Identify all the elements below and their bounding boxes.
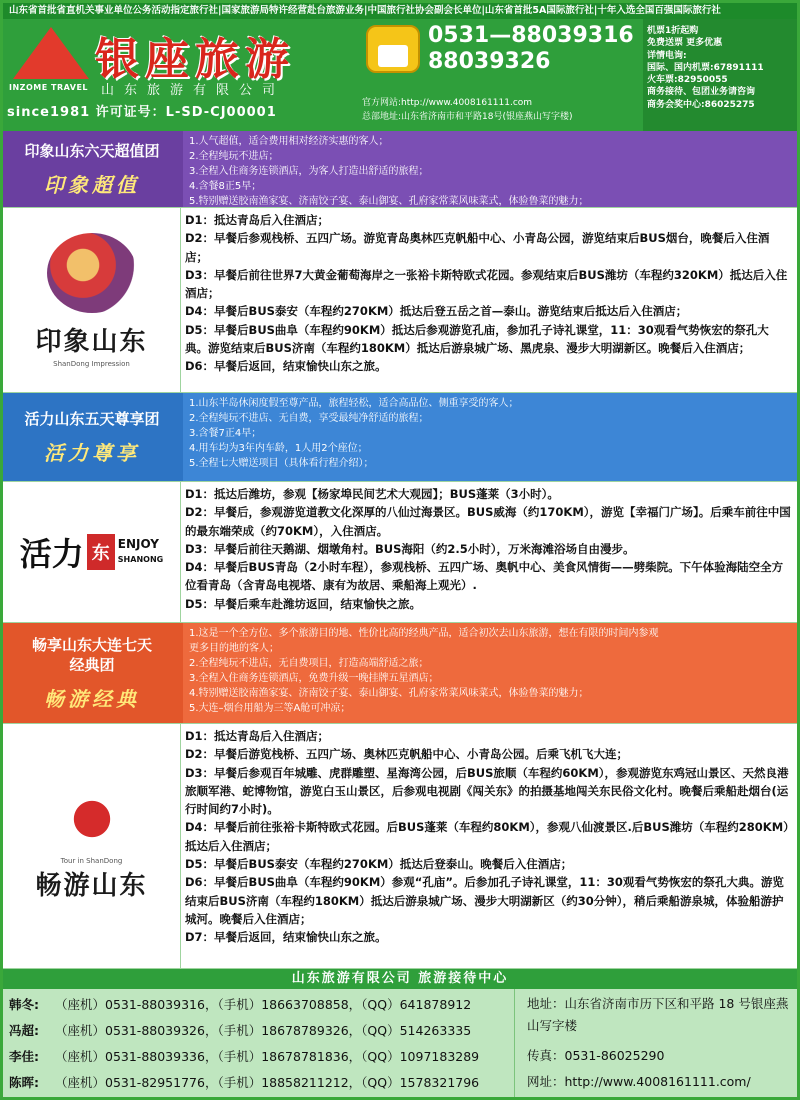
- section-2-title-area: [3, 393, 181, 481]
- section-2-title-band: [3, 393, 797, 481]
- benefit-item: 国际、国内机票:67891111: [647, 62, 764, 73]
- section-3-days: [185, 727, 791, 947]
- phone-number-1[interactable]: 0531—88039316: [428, 23, 634, 48]
- feature-item: 2.全程纯玩不进店；: [189, 151, 279, 162]
- section-1-brush-title: 印象超值: [44, 172, 140, 197]
- section-1-title-band: [3, 131, 797, 207]
- company-info: [523, 989, 797, 1097]
- section-2-itinerary: [3, 481, 797, 623]
- section-3-art-text: 畅游山东: [35, 870, 148, 901]
- brand-subtitle: 山东旅游有限公司: [101, 83, 286, 98]
- benefit-item: 火车票:82950055: [647, 75, 728, 86]
- section-3-title-area: [3, 623, 181, 723]
- feature-item: 4.特别赠送胶南渔家宴、济南饺子宴、泰山御宴、孔府家常菜风味菜式，体验鲁菜的魅力；: [189, 688, 589, 699]
- section-1-title-area: [3, 131, 181, 207]
- feature-item: 1.这是一个全方位、多个旅游目的地、性价比高的经典产品，适合初次去山东旅游，想在有限的时间内参观: [189, 628, 659, 639]
- day-item: D2：早餐后，参观游览道教文化深厚的八仙过海景区。BUS威海（约170KM），游览【幸福门广场】。后乘车前往中国的最东端荣成（约70KM），入住酒店。: [185, 505, 791, 538]
- day-item: D3：早餐后前往世界7大黄金葡萄海岸之一张裕卡斯特欧式花园。参观结束后BUS潍坊（车程约320KM）抵达后入住酒店；: [185, 267, 788, 301]
- section-1-art-text: 印象山东: [35, 326, 148, 357]
- contact-detail[interactable]: （座机）0531-88039336，（手机）18678781836，（QQ）1097183289: [55, 1049, 480, 1064]
- section-2-art-box: 东: [87, 534, 115, 570]
- logo-triangle-icon: [13, 27, 89, 79]
- contact-detail[interactable]: （座机）0531-82951776，（手机）18858211212，（QQ）1578321796: [55, 1075, 480, 1090]
- feature-item: 4.用车均为3年内车龄，1人用2个座位；: [189, 443, 368, 454]
- section-2-art-en-2: SHANONG: [117, 555, 164, 564]
- section-2-art-en: [118, 537, 163, 567]
- day-item: D4：早餐后BUS青岛（2小时车程），参观栈桥、五四广场、奥帆中心、美食风情街——劈柴院。下午体验海陆空全方位看青岛（含青岛电视塔、康有为故居、乘船海上观光）.: [185, 560, 784, 593]
- section-1-features: [183, 131, 797, 207]
- feature-item: 5.大连–烟台用船为三等A舱可冲凉；: [189, 703, 351, 714]
- day-item: D1：抵达后潍坊，参观【杨家埠民间艺术大观园】；BUS蓬莱（3小时）。: [185, 487, 559, 501]
- section-1-days: [185, 211, 791, 376]
- phone-area: [358, 19, 638, 131]
- header: [3, 3, 797, 131]
- benefit-item: 免费送票 更多优惠: [647, 38, 723, 49]
- feature-item: 4.含餐8正5早；: [189, 181, 262, 192]
- logo-area: [3, 19, 358, 131]
- company-fax: 传真：0531-86025290: [527, 1048, 665, 1063]
- contact-row: [9, 1018, 508, 1044]
- contact-name: 冯超:: [9, 1023, 39, 1038]
- company-address: 地址：山东省济南市历下区和平路 18 号银座燕山写字楼: [527, 996, 789, 1033]
- day-item: D4：早餐后BUS泰安（车程约270KM）抵达后登五岳之首—泰山。游览结束后抵达后入住酒店；: [185, 304, 688, 319]
- feature-item: 5.全程七大赠送项目（具体看行程介绍）；: [189, 458, 374, 469]
- feature-item: 1.山东半岛休闲度假至尊产品，旅程轻松，适合高品位、侧重享受的客人；: [189, 398, 519, 409]
- feature-item: 3.含餐7正4早；: [189, 428, 262, 439]
- day-item: D1：抵达青岛后入住酒店；: [185, 213, 330, 227]
- section-1-itinerary: [3, 207, 797, 393]
- section-3-brush-title: 畅游经典: [44, 686, 140, 711]
- logo-english: INZOME TRAVEL: [9, 83, 89, 92]
- license-number: since1981 许可证号：L-SD-CJ00001: [7, 105, 277, 120]
- section-2-art-en-1: ENJOY: [117, 537, 159, 551]
- benefits-list: [643, 19, 797, 131]
- phone-number-2[interactable]: 88039326: [428, 49, 551, 74]
- day-item: D5：早餐后乘车赴潍坊返回，结束愉快之旅。: [185, 596, 422, 611]
- feature-item: 3.全程入住商务连锁酒店，为客人打造出舒适的旅程；: [189, 166, 429, 177]
- contact-row: [9, 1070, 508, 1096]
- footer-contacts: [3, 989, 797, 1097]
- header-topline: 山东省首批省直机关事业单位公务活动指定旅行社|国家旅游局特许经营赴台旅游业务|中国旅行社协会副会长单位|山东省首批5A国际旅行社|十年入选全国百强国际旅行社: [3, 3, 797, 19]
- website-line[interactable]: 官方网站:http://www.4008161111.com: [362, 98, 533, 108]
- feature-item: 2.全程纯玩不进店、无自费，享受最纯净舒适的旅程；: [189, 413, 429, 424]
- day-item: D3：早餐后前往天鹅湖、烟墩角村。BUS海阳（约2.5小时），万米海滩浴场自由漫步。: [185, 541, 635, 556]
- section-2-features: [183, 393, 797, 481]
- section-2-brush-title: 活力尊享: [44, 440, 140, 465]
- benefit-item: 机票1折起购: [647, 26, 699, 36]
- contact-row: [9, 1044, 508, 1070]
- feature-item: 3.全程入住商务连锁酒店，免费升级一晚挂牌五星酒店；: [189, 673, 439, 684]
- section-3-title-band: [3, 623, 797, 723]
- section-3-itinerary: [3, 723, 797, 969]
- brand-name: 银座旅游: [95, 34, 295, 85]
- day-item: D2：早餐后游览栈桥、五四广场、奥林匹克帆船中心、小青岛公园。后乘飞机飞大连；: [185, 747, 629, 762]
- benefit-item: 详情电询:: [647, 50, 687, 61]
- day-item: D3：早餐后参观百年城雕、虎群雕塑、星海湾公园，后BUS旅顺（车程约60KM），参观游览东鸡冠山景区、天然良港旅顺军港、蛇博物馆，游览白玉山景区，后参观电视剧《闯关东》的拍摄基地闯关东民俗文化村。晚餐后乘船赴烟台(运行时间约7小时)。: [185, 765, 789, 817]
- section-3-title: 畅享山东大连七天经典团: [31, 635, 152, 674]
- day-item: D2：早餐后参观栈桥、五四广场。游览青岛奥林匹克帆船中心、小青岛公园，游览结束后BUS烟台，晚餐后入住酒店；: [185, 231, 770, 264]
- contact-detail[interactable]: （座机）0531-88039316，（手机）18663708858，（QQ）641878912: [55, 997, 472, 1012]
- section-3-art-subtext: Tour in ShanDong: [60, 856, 123, 865]
- section-3-features: [183, 623, 797, 723]
- feature-item: 5.特别赠送胶南渔家宴、济南饺子宴、泰山御宴、孔府家常菜风味菜式，体验鲁菜的魅力；: [189, 196, 589, 207]
- section-2-art-big: 活力: [19, 535, 84, 573]
- section-2-title: 活力山东五天尊享团: [24, 409, 160, 428]
- feature-item: 更多目的地的客人；: [189, 643, 279, 654]
- section-2-artwork: [3, 482, 181, 622]
- telephone-icon: [366, 25, 420, 73]
- brush-stroke-icon: [57, 791, 127, 847]
- day-item: D5：早餐后BUS曲阜（车程约90KM）抵达后参观游览孔庙，参加孔子诗礼课堂，11：30观看气势恢宏的祭孔大典。游览结束后BUS济南（车程约180KM）抵达后游泉城广场、黑虎泉、漫步大明湖新区。晚餐后入住酒店；: [185, 322, 769, 356]
- address-line: 总部地址:山东省济南市和平路18号(银座燕山写字楼): [362, 112, 573, 122]
- feature-item: 1.人气超值，适合费用相对经济实惠的客人；: [189, 136, 389, 147]
- benefit-item: 商务接待、包团业务请咨询: [647, 87, 756, 98]
- contact-name: 陈晖:: [9, 1075, 39, 1090]
- section-1-art-subtext: ShanDong Impression: [53, 359, 130, 368]
- day-item: D7：早餐后返回，结束愉快山东之旅。: [185, 930, 387, 945]
- section-2-days: [185, 485, 791, 613]
- section-1-artwork: [3, 208, 181, 392]
- contact-name: 李佳:: [9, 1049, 39, 1064]
- section-1-title: 印象山东六天超值团: [24, 141, 160, 160]
- day-item: D6：早餐后返回，结束愉快山东之旅。: [185, 359, 387, 374]
- contact-name: 韩冬:: [9, 997, 39, 1012]
- section-3-artwork: [3, 724, 181, 968]
- day-item: D6：早餐后BUS曲阜（车程约90KM）参观“孔庙”。后参加孔子诗礼课堂，11：30观看气势恢宏的祭孔大典。游览结束后BUS济南（车程约180KM）抵达后游泉城广场、漫步大明湖新区（约30分钟），稍后乘船游泉城，体验船游护城河。晚餐后入住酒店；: [185, 875, 784, 926]
- contact-detail[interactable]: （座机）0531-88039326，（手机）18678789326，（QQ）514263335: [55, 1023, 472, 1038]
- contact-row: [9, 992, 508, 1018]
- feature-item: 2.全程纯玩不进店，无自费项目，打造高端舒适之旅；: [189, 658, 429, 669]
- benefit-item: 商务会奖中心:86025275: [647, 99, 755, 110]
- day-item: D5：早餐后BUS泰安（车程约270KM）抵达后登泰山。晚餐后入住酒店；: [185, 857, 573, 872]
- contact-list: [3, 989, 515, 1097]
- day-item: D1：抵达青岛后入住酒店；: [185, 729, 330, 743]
- day-item: D4：早餐后前往张裕卡斯特欧式花园。后BUS蓬莱（车程约80KM），参观八仙渡景区.后BUS潍坊（车程约280KM）抵达后入住酒店；: [185, 820, 789, 853]
- section-2-logo: [20, 529, 163, 575]
- footer-title-bar: 山东旅游有限公司 旅游接待中心: [3, 969, 797, 989]
- ink-splash-icon: [47, 233, 137, 313]
- company-website[interactable]: 网址：http://www.4008161111.com/: [527, 1074, 751, 1089]
